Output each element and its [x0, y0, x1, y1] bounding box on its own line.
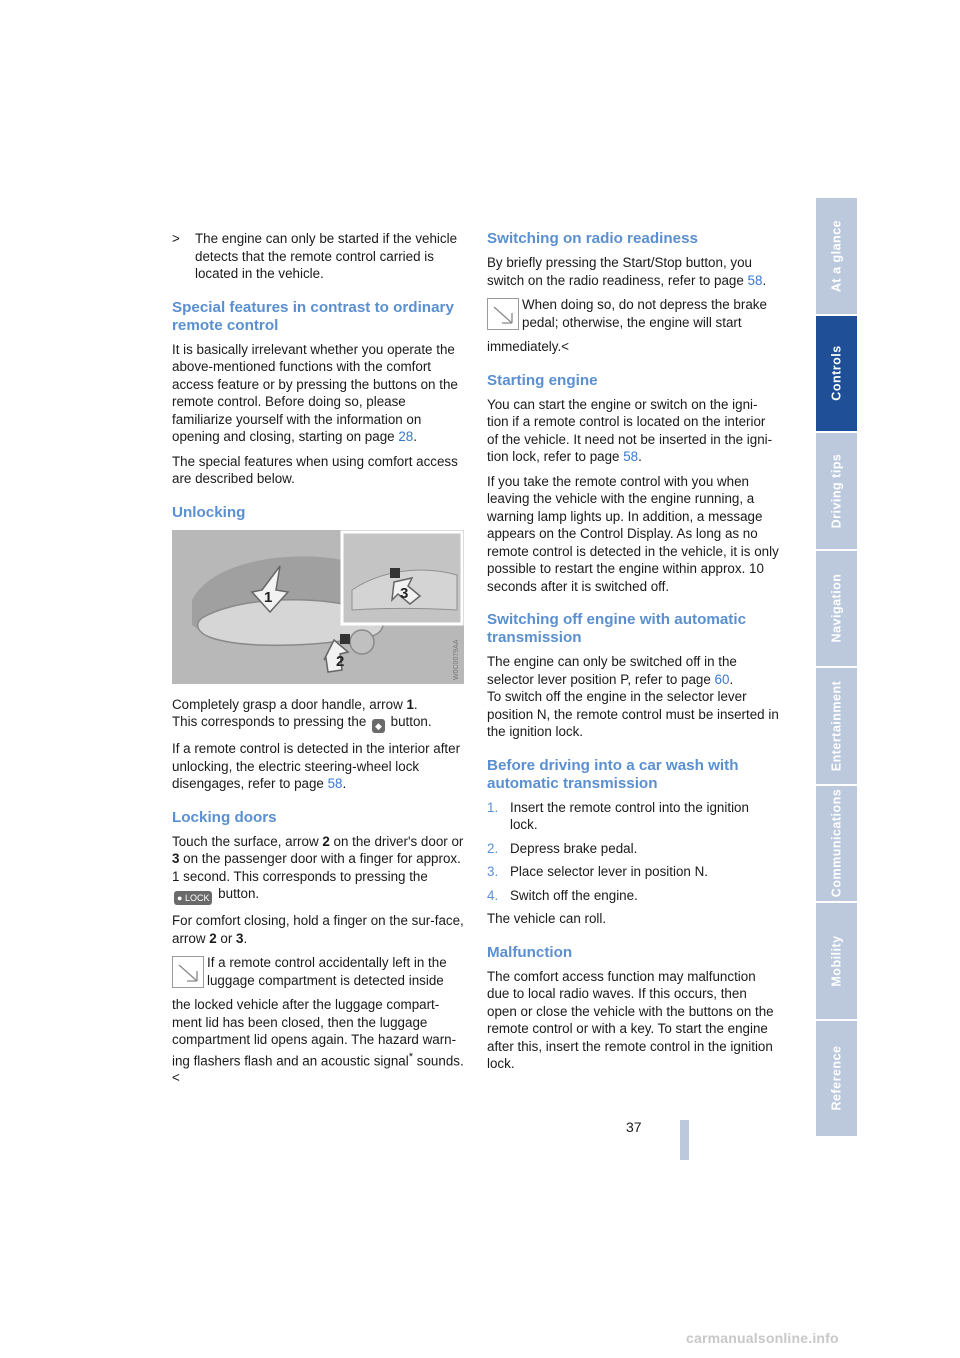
off-paragraph: The engine can only be switched off in the selector lever position P, refer to page 60. To switch off the engine in the selector lever position N, the remote control must be inserted in the ignition lock. — [487, 654, 779, 739]
special-paragraph-2: The special features when using comfort access are described below. — [172, 453, 458, 486]
radio-note — [487, 296, 779, 356]
heading-locking-doors: Locking doors — [172, 808, 277, 826]
car-wash-steps — [487, 799, 779, 905]
heading-switching-off-engine: Switching off engine with automatic transmission — [487, 611, 747, 646]
tab-mobility[interactable]: Mobility — [816, 903, 857, 1021]
tab-controls[interactable]: Controls — [816, 316, 857, 434]
bullet-text: The engine can only be started if the vehicle detects that the remote control carried is located in the vehicle. — [195, 231, 458, 281]
heading-unlocking: Unlocking — [172, 503, 246, 521]
heading-malfunction: Malfunction — [487, 943, 573, 961]
door-handle-illustration — [172, 530, 464, 684]
lock-button-icon: ● LOCK — [174, 891, 212, 905]
radio-note-text: When doing so, do not depress the brake pedal; otherwise, the engine will start — [522, 297, 767, 330]
bullet-item — [172, 230, 464, 283]
lock-paragraph-2: For comfort closing, hold a finger on the sur-face, arrow 2 or 3. — [172, 913, 464, 946]
page-link-58[interactable]: 58 — [747, 272, 763, 288]
radio-paragraph: By briefly pressing the Start/Stop button, you switch on the radio readiness, refer to page 58. — [487, 255, 767, 288]
luggage-note — [172, 954, 464, 1087]
car-wash-after: The vehicle can roll. — [487, 911, 607, 926]
door-handle-figure — [172, 530, 464, 684]
list-item: 1. Insert the remote control into the ignition lock. — [487, 799, 749, 832]
list-item: 4. Switch off the engine. — [487, 887, 638, 903]
radio-note-continued: immediately.< — [487, 339, 569, 354]
watermark: carmanualsonline.info — [686, 1330, 839, 1346]
malfunction-paragraph: The comfort access function may malfunction due to local radio waves. If this occurs, then open or close the vehicle with the buttons on the remote control or with a key. To start the engine after this, insert the remote control in the ignition lock. — [487, 968, 774, 1071]
right-column — [487, 230, 779, 1080]
page-number-bar — [680, 1120, 689, 1160]
tab-reference[interactable]: Reference — [816, 1021, 857, 1139]
figure-label-3: 3 — [400, 584, 409, 602]
list-item: 2. Depress brake pedal. — [487, 840, 638, 856]
page-number: 37 — [626, 1119, 642, 1135]
note-text: If a remote control accidentally left in the luggage compartment is detected inside — [207, 955, 447, 988]
left-column — [172, 230, 464, 1094]
bullet-mark: > — [172, 231, 180, 246]
heading-radio-readiness: Switching on radio readiness — [487, 230, 698, 247]
chapter-tabs — [816, 198, 857, 1138]
figure-code: W0C0079AA — [453, 639, 460, 680]
list-item: 3. Place selector lever in position N. — [487, 864, 708, 879]
figure-label-1: 1 — [264, 588, 273, 606]
lock-paragraph-1: Touch the surface, arrow 2 on the driver's door or 3 on the passenger door with a finger for approx. 1 second. This corresponds to pressing the ● LOCK button. — [172, 833, 464, 903]
unlock-paragraph-2: If a remote control is detected in the interior after unlocking, the electric steering-wheel lock disengages, refer to page 58. — [172, 741, 461, 791]
note-continued: the locked vehicle after the luggage compart-ment lid has been closed, then the luggage compartment lid opens again. The hazard warn-ing flashers flash and an acoustic signal* sounds.< — [172, 997, 464, 1086]
start-paragraph-2: If you take the remote control with you when leaving the vehicle with the engine running, a warning lamp lights up. In addition, a message appears on the Control Display. As long as no remote control is detected in the vehicle, it is only possible to restart the engine within approx. 10 seconds after it is switched off. — [487, 473, 779, 594]
page-link-60[interactable]: 60 — [714, 671, 730, 687]
heading-starting-engine: Starting engine — [487, 371, 598, 389]
unlock-car-icon: ◆ — [372, 719, 385, 733]
tab-communications[interactable]: Communications — [816, 786, 857, 904]
tab-navigation[interactable]: Navigation — [816, 551, 857, 669]
page-link-28[interactable]: 28 — [398, 429, 414, 444]
note-end-mark: < — [172, 1070, 180, 1086]
note-arrow-icon — [172, 956, 204, 988]
optional-star: * — [408, 1050, 414, 1063]
heading-car-wash: Before driving into a car wash with automatic transmission — [487, 756, 739, 792]
page-link-58[interactable]: 58 — [327, 776, 343, 791]
unlock-paragraph-1: Completely grasp a door handle, arrow 1. This corresponds to pressing the ◆ button. — [172, 696, 432, 731]
start-paragraph-1: You can start the engine or switch on the igni-tion if a remote control is located on the interior of the vehicle. It need not be inserted in the igni-tion lock, refer to page 58. — [487, 396, 773, 464]
figure-label-2: 2 — [336, 652, 345, 670]
note-end-mark: < — [561, 339, 569, 354]
heading-special-features: Special features in contrast to ordinary remote control — [172, 298, 454, 334]
tab-entertainment[interactable]: Entertainment — [816, 668, 857, 786]
page-link-58[interactable]: 58 — [623, 449, 639, 464]
note-arrow-icon — [487, 298, 519, 330]
tab-driving-tips[interactable]: Driving tips — [816, 433, 857, 551]
special-paragraph-1: It is basically irrelevant whether you operate the above-mentioned functions with the comfort access feature or by pressing the buttons on the remote control. Before doing so, please familiarize yourself with the information on opening and closing, starting on page 28. — [172, 341, 458, 444]
tab-at-a-glance[interactable]: At a glance — [816, 198, 857, 316]
